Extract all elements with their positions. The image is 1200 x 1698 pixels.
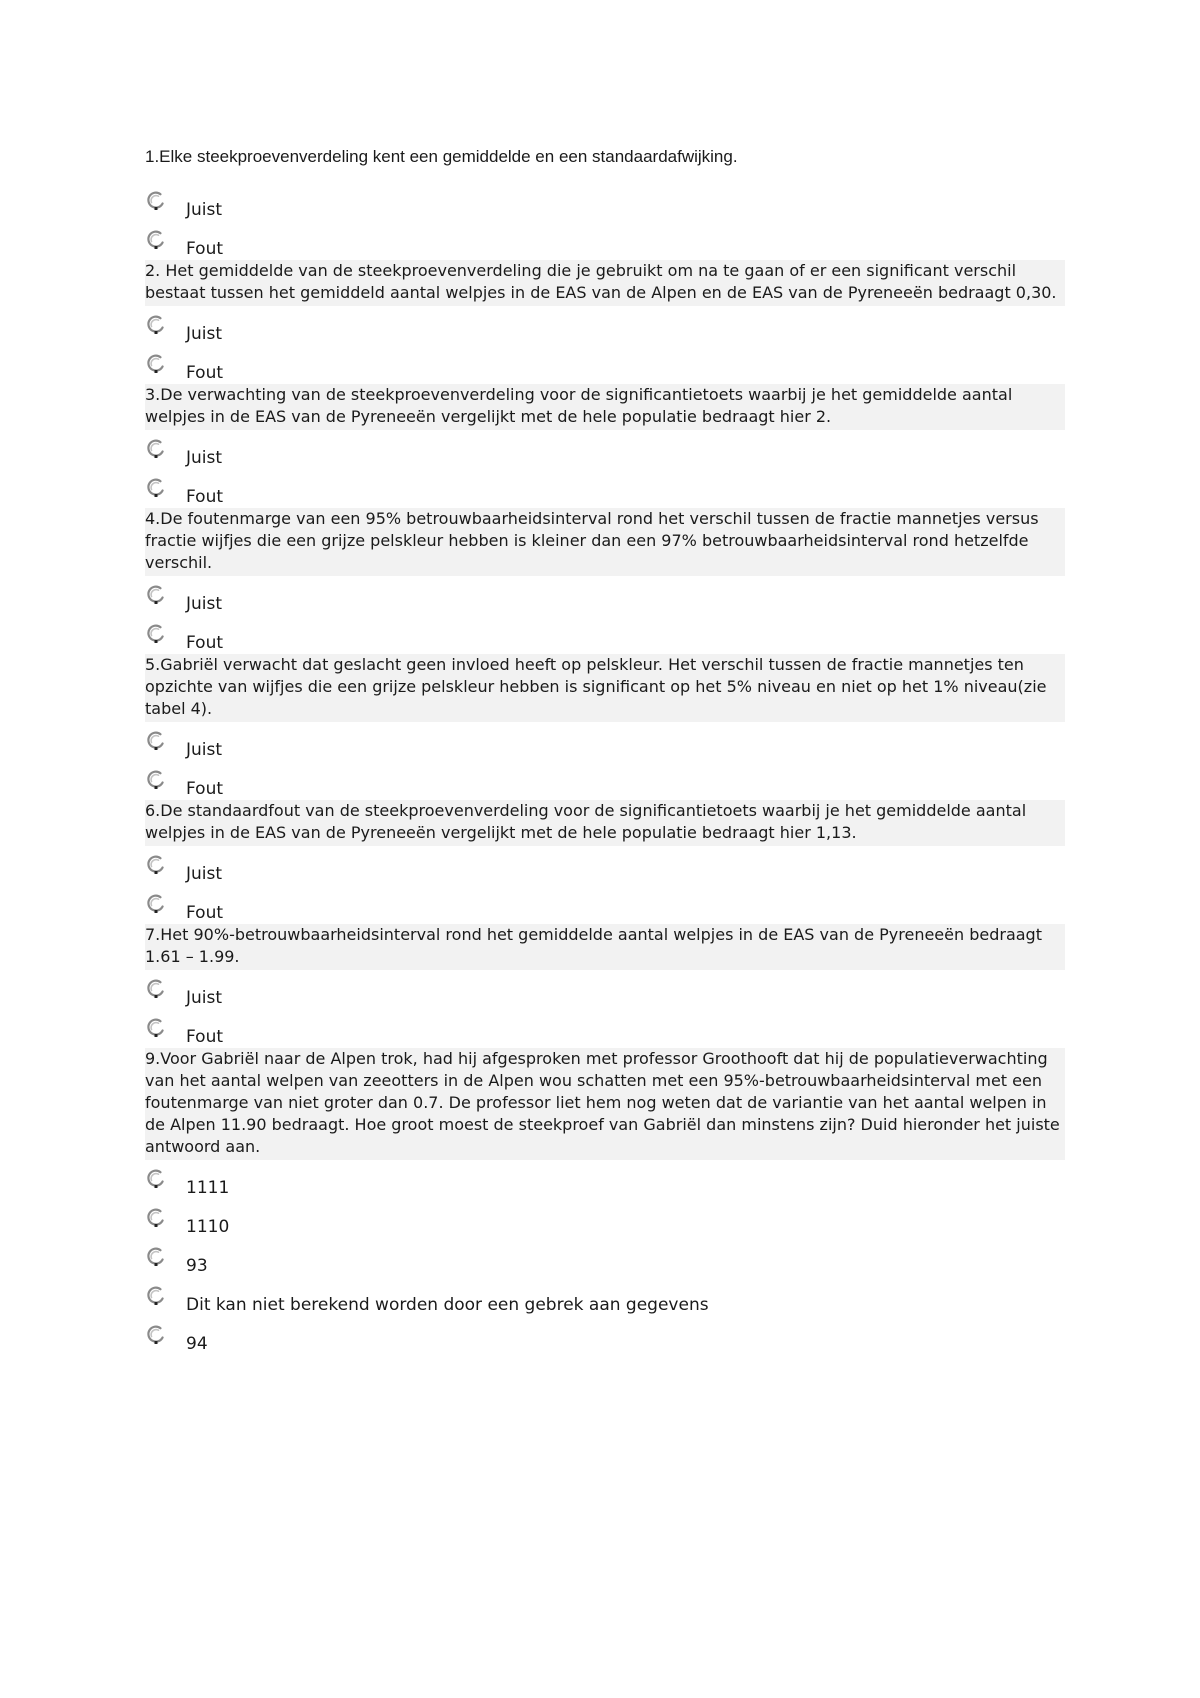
answer-label: Fout [186, 239, 224, 259]
answer-options [145, 846, 1065, 924]
radio-button-icon[interactable] [145, 353, 167, 375]
radio-button-icon[interactable] [145, 190, 167, 212]
question-text: 1.Elke steekproevenverdeling kent een gemiddelde en een standaardafwijking. [145, 147, 738, 166]
answer-options [145, 430, 1065, 508]
answer-label: Juist [186, 988, 223, 1008]
answer-option[interactable] [145, 1316, 1065, 1355]
answer-label: Juist [186, 200, 223, 220]
answer-label: 94 [186, 1334, 208, 1354]
radio-button-icon[interactable] [145, 769, 167, 791]
answer-label: Juist [186, 324, 223, 344]
answer-option[interactable] [145, 469, 1065, 508]
answer-option[interactable] [145, 1277, 1065, 1316]
answer-option[interactable] [145, 345, 1065, 384]
question-block [145, 146, 1065, 260]
answer-label: Dit kan niet berekend worden door een gebrek aan gegevens [186, 1295, 709, 1315]
answer-option[interactable] [145, 722, 1065, 761]
radio-button-icon[interactable] [145, 1168, 167, 1190]
question-text: 4.De foutenmarge van een 95% betrouwbaarheidsinterval rond het verschil tussen de fractie mannetjes versus fractie wijfjes die een grijze pelskleur hebben is kleiner dan een 97% betrouwbaarheidsinterval rond hetzelfde verschil. [145, 508, 1065, 576]
answer-label: Juist [186, 448, 223, 468]
answer-label: Juist [186, 740, 223, 760]
answer-label: Fout [186, 779, 224, 799]
answer-option[interactable] [145, 885, 1065, 924]
question-block [145, 1048, 1065, 1355]
answer-option[interactable] [145, 1009, 1065, 1048]
question-text: 5.Gabriël verwacht dat geslacht geen invloed heeft op pelskleur. Het verschil tussen de fractie mannetjes ten opzichte van wijfjes die een grijze pelskleur hebben is significant op het 5% niveau en niet op het 1% niveau(zie tabel 4). [145, 654, 1065, 722]
quiz-document [145, 146, 1065, 1355]
answer-option[interactable] [145, 1199, 1065, 1238]
answer-option[interactable] [145, 221, 1065, 260]
question-block [145, 260, 1065, 384]
answer-option[interactable] [145, 430, 1065, 469]
radio-button-icon[interactable] [145, 854, 167, 876]
radio-button-icon[interactable] [145, 730, 167, 752]
question-block [145, 384, 1065, 508]
answer-option[interactable] [145, 182, 1065, 221]
radio-button-icon[interactable] [145, 978, 167, 1000]
question-text: 6.De standaardfout van de steekproevenverdeling voor de significantietoets waarbij je het gemiddelde aantal welpjes in de EAS van de Pyreneeën vergelijkt met de hele populatie bedraagt hier 1,13. [145, 800, 1065, 846]
radio-button-icon[interactable] [145, 438, 167, 460]
answer-options [145, 1160, 1065, 1355]
answer-label: Fout [186, 1027, 224, 1047]
answer-label: 1110 [186, 1217, 230, 1237]
answer-option[interactable] [145, 970, 1065, 1009]
answer-options [145, 306, 1065, 384]
radio-button-icon[interactable] [145, 893, 167, 915]
radio-button-icon[interactable] [145, 1246, 167, 1268]
answer-option[interactable] [145, 761, 1065, 800]
answer-options [145, 182, 1065, 260]
answer-options [145, 576, 1065, 654]
answer-option[interactable] [145, 576, 1065, 615]
radio-button-icon[interactable] [145, 1324, 167, 1346]
radio-button-icon[interactable] [145, 1207, 167, 1229]
answer-label: Fout [186, 633, 224, 653]
question-text: 7.Het 90%-betrouwbaarheidsinterval rond het gemiddelde aantal welpjes in de EAS van de Pyreneeën bedraagt 1.61 – 1.99. [145, 924, 1065, 970]
answer-option[interactable] [145, 615, 1065, 654]
question-block [145, 800, 1065, 924]
radio-button-icon[interactable] [145, 314, 167, 336]
radio-button-icon[interactable] [145, 1017, 167, 1039]
radio-button-icon[interactable] [145, 477, 167, 499]
radio-button-icon[interactable] [145, 584, 167, 606]
answer-label: 1111 [186, 1178, 230, 1198]
question-text: 3.De verwachting van de steekproevenverdeling voor de significantietoets waarbij je het gemiddelde aantal welpjes in de EAS van de Pyreneeën vergelijkt met de hele populatie bedraagt hier 2. [145, 384, 1065, 430]
answer-label: Fout [186, 487, 224, 507]
answer-label: Fout [186, 363, 224, 383]
question-block [145, 508, 1065, 654]
radio-button-icon[interactable] [145, 1285, 167, 1307]
answer-label: 93 [186, 1256, 208, 1276]
answer-option[interactable] [145, 306, 1065, 345]
question-text: 9.Voor Gabriël naar de Alpen trok, had hij afgesproken met professor Groothooft dat hij de populatieverwachting van het aantal welpen van zeeotters in de Alpen wou schatten met een 95%-betrouwbaarheidsinterval met een foutenmarge van niet groter dan 0.7. De professor liet hem nog weten dat de variantie van het aantal welpen in de Alpen 11.90 bedraagt. Hoe groot moest de steekproef van Gabriël dan minstens zijn? Duid hieronder het juiste antwoord aan. [145, 1048, 1065, 1160]
answer-label: Juist [186, 594, 223, 614]
radio-button-icon[interactable] [145, 229, 167, 251]
answer-label: Fout [186, 903, 224, 923]
answer-options [145, 722, 1065, 800]
radio-button-icon[interactable] [145, 623, 167, 645]
answer-label: Juist [186, 864, 223, 884]
question-block [145, 924, 1065, 1048]
answer-option[interactable] [145, 1238, 1065, 1277]
question-block [145, 654, 1065, 800]
answer-option[interactable] [145, 1160, 1065, 1199]
question-text: 2. Het gemiddelde van de steekproevenverdeling die je gebruikt om na te gaan of er een significant verschil bestaat tussen het gemiddeld aantal welpjes in de EAS van de Alpen en de EAS van de Pyreneeën bedraagt 0,30. [145, 260, 1065, 306]
answer-option[interactable] [145, 846, 1065, 885]
answer-options [145, 970, 1065, 1048]
